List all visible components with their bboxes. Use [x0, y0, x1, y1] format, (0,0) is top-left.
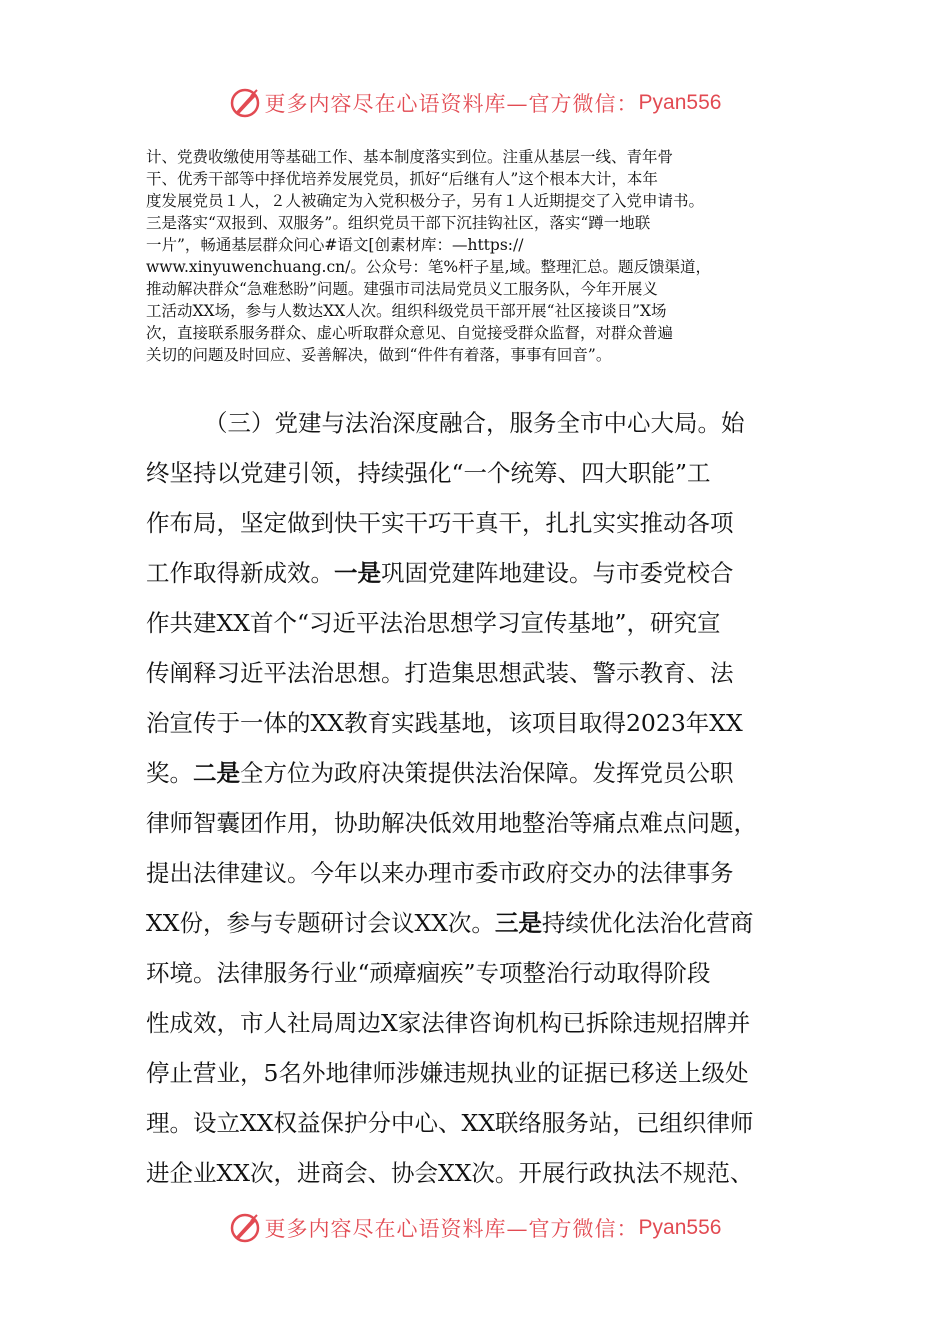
body-line: 作布局，坚定做到快干实干巧干真干，扎扎实实推动各项 — [146, 509, 734, 537]
body-line: 停止营业，5名外地律师涉嫌违规执业的证据已移送上级处 — [146, 1059, 749, 1087]
text-line: 三是落实“双报到、双服务”。组织党员干部下沉挂钩社区，落实“蹲一地联 — [146, 214, 651, 232]
section-heading-line: （三）党建与法治深度融合，服务全市中心大局。始 — [204, 409, 745, 437]
body-text: 工作取得新成效。 — [146, 559, 334, 587]
header-watermark-banner — [0, 83, 950, 123]
quill-logo-icon — [229, 87, 261, 119]
small-text-block — [146, 146, 824, 366]
text-line: www.xinyuwenchuang.cn/。公众号：笔%杆子星,域。整理汇总。题反馈渠道， — [146, 258, 711, 276]
text-line: 度发展党员１人，２人被确定为入党积极分子，另有１人近期提交了入党申请书。 — [146, 192, 705, 210]
body-line: 环境。法律服务行业“顽瘴痼疾”专项整治行动取得阶段 — [146, 959, 711, 987]
text-line: 干、优秀干部等中择优培养发展党员，抓好“后继有人”这个根本大计，本年 — [146, 170, 658, 188]
banner-account: Pyan556 — [638, 91, 722, 114]
body-text: 全方位为政府决策提供法治保障。发挥党员公职 — [240, 759, 734, 787]
body-line: 作共建XX首个“习近平法治思想学习宣传基地”，研究宣 — [146, 609, 721, 637]
body-line: 终坚持以党建引领，持续强化“一个统筹、四大职能”工 — [146, 459, 711, 487]
body-text: 奖。 — [146, 759, 193, 787]
body-line: 提出法律建议。今年以来办理市委市政府交办的法律事务 — [146, 859, 734, 887]
quill-logo-icon — [229, 1212, 261, 1244]
body-text: XX份，参与专题研讨会议XX次。 — [146, 909, 495, 937]
banner-text: 更多内容尽在心语资料库—官方微信： — [264, 92, 639, 116]
body-text: 巩固党建阵地建设。与市委党校合 — [381, 559, 734, 587]
body-line — [146, 898, 816, 948]
text-line: 关切的问题及时回应、妥善解决，做到“件件有着落，事事有回音”。 — [146, 346, 612, 364]
text-line: 推动解决群众“急难愁盼”问题。建强市司法局党员义工服务队，今年开展义 — [146, 280, 658, 298]
text-line: 计、党费收缴使用等基础工作、基本制度落实到位。注重从基层一线、青年骨 — [146, 148, 674, 166]
body-line: 进企业XX次，进商会、协会XX次。开展行政执法不规范、 — [146, 1159, 754, 1187]
banner-text: 更多内容尽在心语资料库—官方微信： — [264, 1217, 639, 1241]
text-line: 次，直接联系服务群众、虚心听取群众意见、自觉接受群众监督，对群众普遍 — [146, 324, 674, 342]
body-line: 传阐释习近平法治思想。打造集思想武装、警示教育、法 — [146, 659, 734, 687]
body-line: 性成效，市人社局周边X家法律咨询机构已拆除违规招牌并 — [146, 1009, 751, 1037]
body-line: 治宣传于一体的XX教育实践基地，该项目取得2023年XX — [146, 709, 743, 737]
body-text: 持续优化法治化营商 — [541, 909, 754, 937]
footer-watermark-banner — [0, 1208, 950, 1248]
text-line: 工活动XX场，参与人数达XX人次。组织科级党员干部开展“社区接谈日”X场 — [146, 302, 667, 320]
main-body-text — [146, 398, 816, 1198]
body-line — [146, 748, 816, 798]
bold-marker: 三是 — [494, 909, 542, 937]
bold-marker: 二是 — [193, 759, 240, 787]
body-line: 理。设立XX权益保护分中心、XX联络服务站，已组织律师 — [146, 1109, 754, 1137]
bold-marker: 一是 — [334, 559, 381, 587]
text-line: 一片”，畅通基层群众问心#语文[创素材库：—https:// — [146, 236, 524, 254]
banner-account: Pyan556 — [638, 1216, 722, 1239]
body-line — [146, 548, 816, 598]
body-line: 律师智囊团作用，协助解决低效用地整治等痛点难点问题， — [146, 809, 757, 837]
